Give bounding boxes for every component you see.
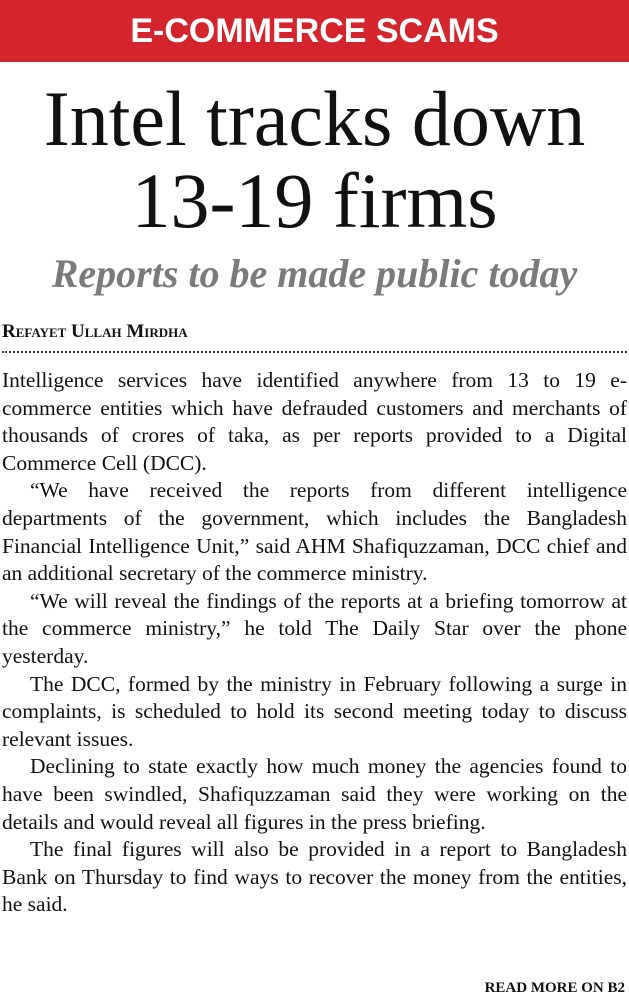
headline-line-2: 13-19 firms — [131, 157, 498, 244]
read-more-link[interactable]: READ MORE ON B2 — [484, 980, 625, 996]
article-paragraph: “We have received the reports from different intelligence departments of the government, which includes the Bangladesh Financial Intelligence Unit,” said AHM Shafiquzzaman, DCC chief and an additional secretary of the commerce ministry. — [2, 478, 627, 586]
article-paragraph: Intelligence services have identified anywhere from 13 to 19 e-commerce entities which have defrauded customers and merchants of thousands of crores of taka, as per reports provided to a Digital Commerce Cell (DCC). — [2, 368, 627, 475]
section-banner — [0, 0, 629, 62]
article-body — [2, 367, 627, 919]
article-paragraph: “We will reveal the findings of the reports at a briefing tomorrow at the commerce ministry,” he told The Daily Star over the phone yesterday. — [2, 588, 627, 668]
headline — [0, 75, 629, 244]
headline-line-1: Intel tracks down — [43, 75, 586, 162]
article-paragraph: Declining to state exactly how much money the agencies found to have been swindled, Shafiquzzaman said they were working on the details and would reveal all figures in the press briefing. — [2, 754, 627, 834]
section-banner-label: E-COMMERCE SCAMS — [130, 12, 499, 50]
article-paragraph: The final figures will also be provided in a report to Bangladesh Bank on Thursday to find ways to recover the money from the entities, he said. — [2, 837, 627, 917]
byline-divider — [2, 351, 627, 353]
article-paragraph: The DCC, formed by the ministry in February following a surge in complaints, is scheduled to hold its second meeting today to discuss relevant issues. — [2, 671, 627, 751]
byline: Refayet Ullah Mirdha — [2, 321, 188, 342]
subheadline: Reports to be made public today — [51, 251, 578, 296]
